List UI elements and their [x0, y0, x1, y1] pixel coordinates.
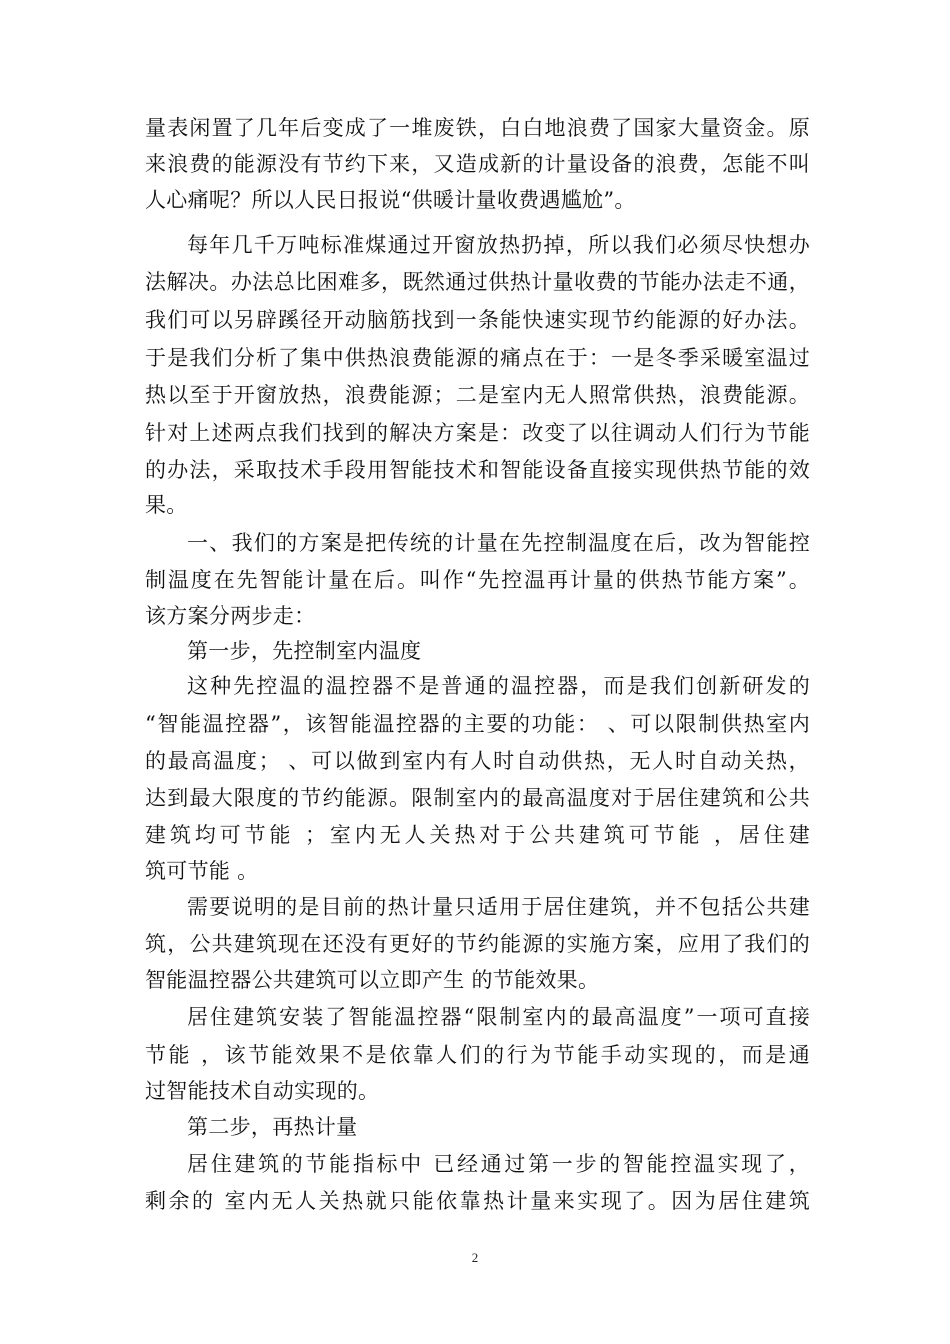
paragraph-first-line: 居住建筑的节能指标中 已经通过第一步的智能控温实现了，: [187, 1152, 810, 1176]
paragraph-first-line: 居住建筑安装了智能温控器“限制室内的最高温度”一项可直接: [187, 1005, 810, 1029]
text-line: 我们可以另辟蹊径开动脑筋找到一条能快速实现节约能源的好办法。: [145, 308, 810, 332]
text-line: 来浪费的能源没有节约下来，又造成新的计量设备的浪费，怎能不叫: [145, 152, 810, 176]
text-line: 果。: [145, 493, 188, 517]
paragraph-first-line: 需要说明的是目前的热计量只适用于居住建筑，并不包括公共建: [187, 895, 810, 919]
text-line: 于是我们分析了集中供热浪费能源的痛点在于：一是冬季采暖室温过: [145, 346, 810, 370]
text-line: 剩余的 室内无人关热就只能依靠热计量来实现了。因为居住建筑: [145, 1189, 810, 1213]
text-line: 人心痛呢？所以人民日报说“供暖计量收费遇尴尬”。: [145, 188, 636, 212]
section-heading: 第一步，先控制室内温度: [187, 639, 422, 663]
text-line: 过智能技术自动实现的。: [145, 1079, 380, 1103]
page-number: 2: [471, 1250, 479, 1265]
paragraph-first-line: 每年几千万吨标准煤通过开窗放热扔掉，所以我们必须尽快想办: [187, 233, 810, 257]
text-line: 节能 ，该节能效果不是依靠人们的行为节能手动实现的，而是通: [145, 1043, 810, 1067]
text-line: 筑可节能 。: [145, 859, 259, 883]
text-line: 智能温控器公共建筑可以立即产生 的节能效果。: [145, 968, 600, 992]
paragraph-first-line: 这种先控温的温控器不是普通的温控器，而是我们创新研发的: [187, 674, 810, 698]
text-line: 该方案分两步走：: [145, 604, 316, 628]
text-line: 法解决。办法总比困难多，既然通过供热计量收费的节能办法走不通，: [145, 270, 810, 294]
text-line: 针对上述两点我们找到的解决方案是：改变了以往调动人们行为节能: [145, 421, 810, 445]
text-line: 的最高温度； 、可以做到室内有人时自动供热，无人时自动关热，: [145, 749, 810, 773]
section-heading: 第二步，再热计量: [187, 1115, 358, 1139]
text-line: 的办法，采取技术手段用智能技术和智能设备直接实现供热节能的效: [145, 458, 810, 482]
text-line: 量表闲置了几年后变成了一堆废铁，白白地浪费了国家大量资金。原: [145, 116, 810, 140]
text-line: 热以至于开窗放热，浪费能源；二是室内无人照常供热，浪费能源。: [145, 383, 810, 407]
text-line: 筑，公共建筑现在还没有更好的节约能源的实施方案，应用了我们的: [145, 932, 810, 956]
text-line: 制温度在先智能计量在后。叫作“先控温再计量的供热节能方案”。: [145, 568, 810, 592]
paragraph-first-line: 一、我们的方案是把传统的计量在先控制温度在后，改为智能控: [187, 531, 810, 555]
text-line: 达到最大限度的节约能源。限制室内的最高温度对于居住建筑和公共: [145, 786, 810, 810]
text-line: “智能温控器”，该智能温控器的主要的功能： 、可以限制供热室内: [145, 712, 810, 736]
text-line: 建筑均可节能 ；室内无人关热对于公共建筑可节能 ，居住建: [145, 823, 810, 847]
